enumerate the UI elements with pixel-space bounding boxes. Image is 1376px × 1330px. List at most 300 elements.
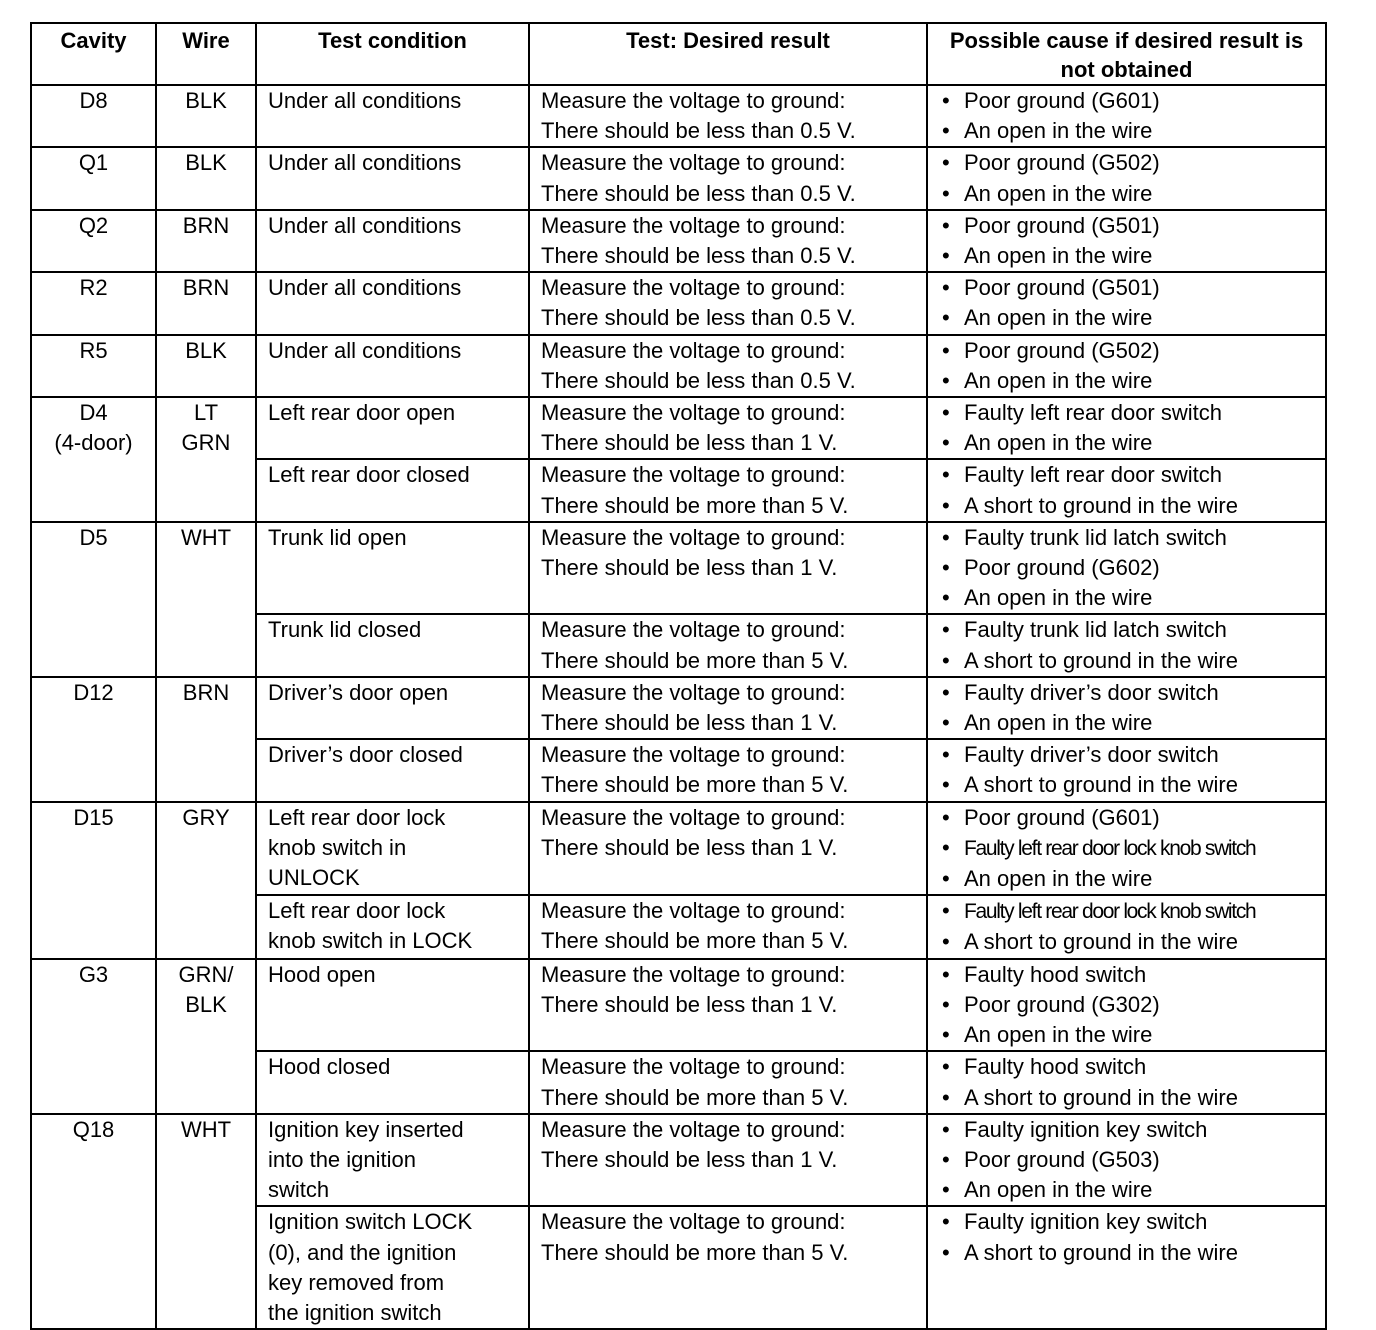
- result-line-text: Measure the voltage to ground:: [541, 275, 846, 301]
- cavity-text: Q2: [78, 212, 109, 238]
- wire-color-text: LT: [193, 400, 219, 426]
- condition-line: [268, 926, 528, 956]
- wire-color: [157, 148, 255, 178]
- bullet-icon: •: [942, 462, 950, 488]
- result-line-text: There should be less than 0.5 V.: [541, 243, 856, 269]
- wire-color: [157, 523, 255, 553]
- wire-color-text: WHT: [180, 1116, 232, 1142]
- wire-color-text: BRN: [182, 679, 230, 705]
- condition-line: [268, 336, 528, 366]
- condition-line: [268, 803, 528, 833]
- wire-color-text: BRN: [182, 275, 230, 301]
- cause-item-text: An open in the wire: [964, 118, 1153, 144]
- result-line-text: There should be less than 1 V.: [541, 1146, 838, 1172]
- cavity: [32, 803, 155, 833]
- condition-line-text: Ignition switch LOCK: [268, 1209, 473, 1235]
- cavity-cell: [31, 677, 156, 802]
- possible-cause-cell: [927, 895, 1326, 958]
- cavity-test-table: [30, 22, 1327, 1330]
- result-line-text: There should be more than 5 V.: [541, 1239, 849, 1265]
- result-line-text: Measure the voltage to ground:: [541, 961, 846, 987]
- cause-item: [942, 833, 1325, 864]
- desired-result-cell: [529, 895, 927, 958]
- wire-color-text: WHT: [180, 524, 232, 550]
- condition-line: [268, 1298, 528, 1328]
- desired-result-cell: [529, 802, 927, 896]
- cause-item: [942, 336, 1325, 366]
- bullet-icon: •: [942, 212, 950, 238]
- cause-item-text: A short to ground in the wire: [964, 492, 1238, 518]
- condition-line-text: into the ignition: [268, 1146, 416, 1172]
- result-line-text: There should be more than 5 V.: [541, 1084, 849, 1110]
- cause-item-text: An open in the wire: [964, 180, 1153, 206]
- condition-line-text: Left rear door closed: [268, 462, 470, 488]
- test-condition-cell: [256, 397, 529, 459]
- condition-line-text: knob switch in: [268, 834, 407, 860]
- cause-item-text: Faulty left rear door lock knob switch: [964, 836, 1256, 860]
- table-row: [31, 272, 1326, 334]
- test-condition-cell: [256, 1114, 529, 1207]
- cavity-text: R5: [79, 337, 108, 363]
- bullet-icon: •: [942, 1022, 950, 1048]
- condition-line: [268, 1145, 528, 1175]
- cavity: [32, 211, 155, 241]
- cause-item: [942, 770, 1325, 800]
- condition-line-text: key removed from: [268, 1269, 445, 1295]
- test-condition-cell: [256, 210, 529, 272]
- result-line: [541, 523, 926, 553]
- result-line-text: There should be more than 5 V.: [541, 928, 849, 954]
- bullet-icon: •: [942, 400, 950, 426]
- result-line-text: There should be less than 0.5 V.: [541, 180, 856, 206]
- result-line: [541, 708, 926, 738]
- condition-line: [268, 148, 528, 178]
- bullet-icon: •: [942, 617, 950, 643]
- wire-color: [157, 336, 255, 366]
- bullet-icon: •: [942, 275, 950, 301]
- desired-result-cell: [529, 85, 927, 147]
- desired-result-cell: [529, 397, 927, 459]
- header-row: [31, 23, 1326, 85]
- table-row: [31, 959, 1326, 1052]
- header-cavity: Cavity: [31, 23, 156, 85]
- wire-color-text: BRN: [182, 212, 230, 238]
- desired-result-cell: [529, 459, 927, 521]
- condition-line-text: UNLOCK: [268, 865, 360, 891]
- possible-cause-cell: [927, 1206, 1326, 1329]
- wire-cell: [156, 802, 256, 959]
- condition-line-text: switch: [268, 1177, 330, 1203]
- cause-item: [942, 864, 1325, 894]
- wire-cell: [156, 397, 256, 522]
- wire-cell: [156, 1114, 256, 1329]
- cavity-cell: [31, 335, 156, 397]
- result-line-text: There should be less than 0.5 V.: [541, 118, 856, 144]
- cause-item-text: Faulty ignition key switch: [964, 1209, 1208, 1235]
- header-possible-cause: Possible cause if desired result is not obtained: [927, 23, 1326, 85]
- test-condition-cell: [256, 335, 529, 397]
- result-line: [541, 678, 926, 708]
- cavity: [32, 523, 155, 553]
- cause-item-text: Faulty trunk lid latch switch: [964, 617, 1227, 643]
- result-line: [541, 116, 926, 146]
- cause-item: [942, 803, 1325, 833]
- cavity-text: D15: [73, 804, 114, 830]
- condition-line: [268, 896, 528, 926]
- test-condition-cell: [256, 614, 529, 676]
- cause-item: [942, 491, 1325, 521]
- table-row: [31, 147, 1326, 209]
- cause-item-text: An open in the wire: [964, 1177, 1153, 1203]
- wire-color: [157, 273, 255, 303]
- cause-item: [942, 1175, 1325, 1205]
- cause-item: [942, 896, 1325, 927]
- condition-line: [268, 615, 528, 645]
- cause-item-text: Poor ground (G302): [964, 991, 1160, 1017]
- condition-line: [268, 273, 528, 303]
- condition-line: [268, 863, 528, 893]
- wire-color: [157, 960, 255, 990]
- cause-item: [942, 148, 1325, 178]
- header-desired-result: Test: Desired result: [529, 23, 927, 85]
- result-line: [541, 896, 926, 926]
- result-line-text: There should be less than 1 V.: [541, 991, 838, 1017]
- cause-item: [942, 960, 1325, 990]
- cause-item-text: Faulty left rear door lock knob switch: [964, 900, 1256, 924]
- cause-item-text: A short to ground in the wire: [964, 647, 1238, 673]
- bullet-icon: •: [942, 991, 950, 1017]
- condition-line: [268, 678, 528, 708]
- desired-result-cell: [529, 1051, 927, 1113]
- wire-color-text: BLK: [185, 150, 227, 176]
- desired-result-cell: [529, 272, 927, 334]
- cavity: [32, 1115, 155, 1145]
- wire-color: [157, 678, 255, 708]
- cause-item-text: A short to ground in the wire: [964, 929, 1238, 955]
- result-line-text: Measure the voltage to ground:: [541, 524, 846, 550]
- result-line-text: There should be less than 0.5 V.: [541, 367, 856, 393]
- result-line: [541, 366, 926, 396]
- cause-item: [942, 1052, 1325, 1082]
- result-line: [541, 740, 926, 770]
- bullet-icon: •: [942, 1054, 950, 1080]
- condition-line: [268, 1238, 528, 1268]
- result-line-text: Measure the voltage to ground:: [541, 150, 846, 176]
- bullet-icon: •: [942, 742, 950, 768]
- result-line: [541, 86, 926, 116]
- cause-item: [942, 583, 1325, 613]
- result-line-text: Measure the voltage to ground:: [541, 617, 846, 643]
- bullet-icon: •: [942, 1239, 950, 1265]
- bullet-icon: •: [942, 834, 950, 860]
- result-line-text: Measure the voltage to ground:: [541, 1054, 846, 1080]
- result-line-text: There should be less than 1 V.: [541, 430, 838, 456]
- condition-line-text: Left rear door lock: [268, 804, 446, 830]
- test-condition-cell: [256, 802, 529, 896]
- bullet-icon: •: [942, 430, 950, 456]
- cause-item: [942, 1238, 1325, 1268]
- condition-line: [268, 1115, 528, 1145]
- wire-color: [157, 428, 255, 458]
- wire-cell: [156, 210, 256, 272]
- bullet-icon: •: [942, 1177, 950, 1203]
- cause-item-text: A short to ground in the wire: [964, 1239, 1238, 1265]
- bullet-icon: •: [942, 1116, 950, 1142]
- cause-item: [942, 1207, 1325, 1237]
- cause-item-text: Poor ground (G602): [964, 555, 1160, 581]
- cause-item: [942, 86, 1325, 116]
- bullet-icon: •: [942, 1146, 950, 1172]
- bullet-icon: •: [942, 180, 950, 206]
- cause-item-text: Faulty hood switch: [964, 961, 1147, 987]
- result-line-text: There should be less than 1 V.: [541, 710, 838, 736]
- cavity-text: D12: [73, 679, 114, 705]
- cavity-cell: [31, 397, 156, 522]
- possible-cause-cell: [927, 210, 1326, 272]
- result-line: [541, 1083, 926, 1113]
- result-line: [541, 960, 926, 990]
- cause-item-text: Faulty left rear door switch: [964, 462, 1222, 488]
- result-line: [541, 273, 926, 303]
- condition-line: [268, 1207, 528, 1237]
- result-line: [541, 770, 926, 800]
- cause-item: [942, 428, 1325, 458]
- cause-item: [942, 179, 1325, 209]
- desired-result-cell: [529, 147, 927, 209]
- cause-item: [942, 1145, 1325, 1175]
- cause-item: [942, 1115, 1325, 1145]
- table-row: [31, 397, 1326, 459]
- result-line: [541, 1115, 926, 1145]
- bullet-icon: •: [942, 772, 950, 798]
- cavity-text: Q1: [78, 150, 109, 176]
- cause-item-text: Poor ground (G502): [964, 337, 1160, 363]
- result-line: [541, 1207, 926, 1237]
- bullet-icon: •: [942, 1209, 950, 1235]
- result-line: [541, 398, 926, 428]
- bullet-icon: •: [942, 305, 950, 331]
- wire-color: [157, 211, 255, 241]
- wire-cell: [156, 85, 256, 147]
- cause-item: [942, 523, 1325, 553]
- desired-result-cell: [529, 959, 927, 1052]
- desired-result-cell: [529, 1206, 927, 1329]
- cause-item-text: An open in the wire: [964, 243, 1153, 269]
- condition-line: [268, 1175, 528, 1205]
- possible-cause-cell: [927, 335, 1326, 397]
- bullet-icon: •: [942, 804, 950, 830]
- possible-cause-cell: [927, 272, 1326, 334]
- result-line: [541, 803, 926, 833]
- cavity-cell: [31, 272, 156, 334]
- result-line-text: Measure the voltage to ground:: [541, 742, 846, 768]
- wire-cell: [156, 272, 256, 334]
- wire-color-text: BLK: [185, 337, 227, 363]
- cause-item-text: Poor ground (G503): [964, 1146, 1160, 1172]
- result-line-text: Measure the voltage to ground:: [541, 1209, 846, 1235]
- cavity: [32, 148, 155, 178]
- wire-color: [157, 1115, 255, 1145]
- table-row: [31, 1114, 1326, 1207]
- cause-item-text: Faulty left rear door switch: [964, 400, 1222, 426]
- bullet-icon: •: [942, 118, 950, 144]
- bullet-icon: •: [942, 88, 950, 113]
- condition-line-text: knob switch in LOCK: [268, 928, 473, 954]
- cause-item: [942, 366, 1325, 396]
- cause-item-text: An open in the wire: [964, 710, 1153, 736]
- wire-color: [157, 398, 255, 428]
- cavity-text: D8: [79, 88, 108, 113]
- condition-line-text: Under all conditions: [268, 275, 462, 301]
- bullet-icon: •: [942, 710, 950, 736]
- desired-result-cell: [529, 522, 927, 615]
- cavity-text: D5: [79, 524, 108, 550]
- possible-cause-cell: [927, 802, 1326, 896]
- test-condition-cell: [256, 147, 529, 209]
- cause-item: [942, 615, 1325, 645]
- cavity-cell: [31, 147, 156, 209]
- result-line-text: Measure the voltage to ground:: [541, 1116, 846, 1142]
- possible-cause-cell: [927, 959, 1326, 1052]
- result-line-text: Measure the voltage to ground:: [541, 804, 846, 830]
- bullet-icon: •: [942, 524, 950, 550]
- condition-line-text: Left rear door open: [268, 400, 456, 426]
- cavity-cell: [31, 522, 156, 677]
- result-line: [541, 926, 926, 956]
- header-wire: Wire: [156, 23, 256, 85]
- possible-cause-cell: [927, 147, 1326, 209]
- cavity-cell: [31, 802, 156, 959]
- condition-line-text: Under all conditions: [268, 88, 462, 113]
- cavity-cell: [31, 1114, 156, 1329]
- cause-item: [942, 460, 1325, 490]
- result-line: [541, 1145, 926, 1175]
- cause-item-text: An open in the wire: [964, 585, 1153, 611]
- condition-line-text: Hood open: [268, 961, 376, 987]
- cavity-cell: [31, 210, 156, 272]
- cavity-cell: [31, 959, 156, 1114]
- cavity-text: (4-door): [54, 430, 133, 456]
- result-line: [541, 303, 926, 333]
- cavity-text: R2: [79, 275, 108, 301]
- result-line-text: There should be more than 5 V.: [541, 647, 849, 673]
- condition-line-text: Ignition key inserted: [268, 1116, 464, 1142]
- result-line: [541, 990, 926, 1020]
- wire-cell: [156, 147, 256, 209]
- desired-result-cell: [529, 614, 927, 676]
- result-line: [541, 428, 926, 458]
- cause-item: [942, 1083, 1325, 1113]
- test-condition-cell: [256, 85, 529, 147]
- test-condition-cell: [256, 959, 529, 1052]
- cause-item: [942, 211, 1325, 241]
- cause-item: [942, 116, 1325, 146]
- cause-item-text: Faulty ignition key switch: [964, 1116, 1208, 1142]
- bullet-icon: •: [942, 647, 950, 673]
- result-line-text: There should be less than 1 V.: [541, 555, 838, 581]
- cavity: [32, 86, 155, 116]
- header-test-condition: Test condition: [256, 23, 529, 85]
- result-line-text: Measure the voltage to ground:: [541, 337, 846, 363]
- result-line-text: There should be less than 0.5 V.: [541, 305, 856, 331]
- cause-item-text: A short to ground in the wire: [964, 1084, 1238, 1110]
- wire-color-text: BLK: [185, 991, 227, 1017]
- cavity: [32, 428, 155, 458]
- result-line: [541, 646, 926, 676]
- condition-line-text: Hood closed: [268, 1054, 391, 1080]
- cavity: [32, 398, 155, 428]
- result-line: [541, 179, 926, 209]
- condition-line: [268, 1268, 528, 1298]
- test-condition-cell: [256, 459, 529, 521]
- possible-cause-cell: [927, 522, 1326, 615]
- result-line: [541, 211, 926, 241]
- cause-item: [942, 708, 1325, 738]
- bullet-icon: •: [942, 929, 950, 955]
- wire-color: [157, 990, 255, 1020]
- bullet-icon: •: [942, 555, 950, 581]
- condition-line-text: Left rear door lock: [268, 898, 446, 924]
- cause-item: [942, 1020, 1325, 1050]
- result-line: [541, 148, 926, 178]
- table-row: [31, 677, 1326, 739]
- cause-item-text: An open in the wire: [964, 305, 1153, 331]
- cause-item: [942, 990, 1325, 1020]
- test-condition-cell: [256, 739, 529, 801]
- condition-line: [268, 86, 528, 116]
- result-line: [541, 241, 926, 271]
- table-row: [31, 210, 1326, 272]
- condition-line: [268, 1052, 528, 1082]
- desired-result-cell: [529, 739, 927, 801]
- cause-item-text: Faulty trunk lid latch switch: [964, 524, 1227, 550]
- result-line-text: Measure the voltage to ground:: [541, 462, 846, 488]
- result-line: [541, 460, 926, 490]
- result-line: [541, 1238, 926, 1268]
- bullet-icon: •: [942, 367, 950, 393]
- condition-line: [268, 211, 528, 241]
- condition-line-text: Trunk lid open: [268, 524, 407, 550]
- result-line: [541, 833, 926, 863]
- cavity-text: D4: [79, 400, 108, 426]
- table-row: [31, 522, 1326, 615]
- cavity: [32, 336, 155, 366]
- bullet-icon: •: [942, 961, 950, 987]
- cause-item: [942, 273, 1325, 303]
- table-row: [31, 802, 1326, 896]
- possible-cause-cell: [927, 739, 1326, 801]
- cause-item-text: Faulty driver’s door switch: [964, 742, 1219, 768]
- cause-item: [942, 398, 1325, 428]
- cause-item-text: Poor ground (G601): [964, 804, 1160, 830]
- result-line: [541, 553, 926, 583]
- result-line: [541, 491, 926, 521]
- cause-item: [942, 241, 1325, 271]
- result-line-text: Measure the voltage to ground:: [541, 88, 846, 113]
- cause-item-text: Poor ground (G502): [964, 150, 1160, 176]
- wire-cell: [156, 677, 256, 802]
- cause-item: [942, 927, 1325, 957]
- bullet-icon: •: [942, 866, 950, 892]
- desired-result-cell: [529, 1114, 927, 1207]
- wire-cell: [156, 335, 256, 397]
- cavity-text: G3: [78, 961, 109, 987]
- cause-item-text: An open in the wire: [964, 1022, 1153, 1048]
- bullet-icon: •: [942, 243, 950, 269]
- result-line-text: There should be more than 5 V.: [541, 492, 849, 518]
- possible-cause-cell: [927, 459, 1326, 521]
- cavity: [32, 678, 155, 708]
